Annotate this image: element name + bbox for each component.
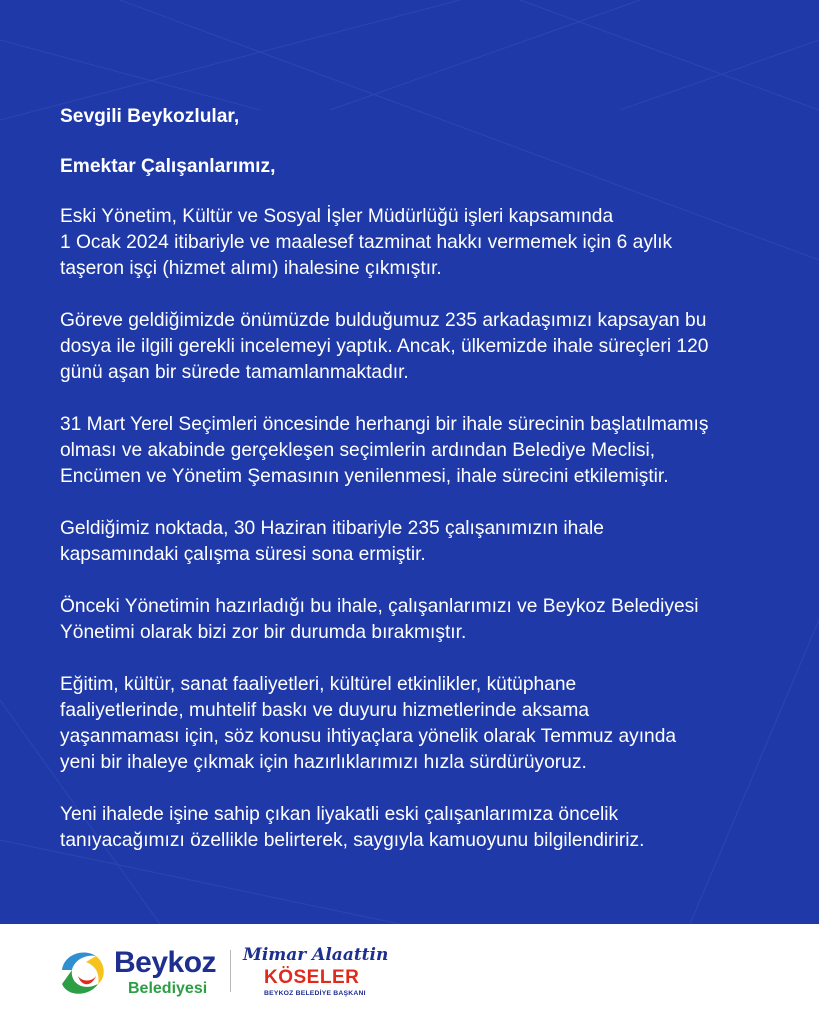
text-line: yeni bir ihaleye çıkmak için hazırlıklarımızı hızla sürdürüyoruz.	[60, 752, 587, 773]
footer-divider	[230, 950, 231, 992]
text-line: günü aşan bir sürede tamamlanmaktadır.	[60, 362, 409, 383]
text-line: Eğitim, kültür, sanat faaliyetleri, kültürel etkinlikler, kütüphane	[60, 674, 577, 695]
paragraph-2	[60, 308, 780, 386]
text-line: Geldiğimiz noktada, 30 Haziran itibariyle 235 çalışanımızın ihale	[60, 518, 604, 539]
mayor-surname: KÖSELER	[264, 967, 360, 988]
logo-subtitle: Belediyesi	[128, 980, 208, 997]
greeting-line-2: Emektar Çalışanlarımız,	[60, 156, 276, 177]
text-line: kapsamındaki çalışma süresi sona ermiştir.	[60, 544, 426, 565]
text-line: dosya ile ilgili gerekli incelemeyi yaptık. Ancak, ülkemizde ihale süreçleri 120	[60, 336, 709, 357]
text-line: Yönetimi olarak bizi zor bir durumda bırakmıştır.	[60, 622, 467, 643]
paragraph-7	[60, 802, 780, 854]
text-line: yaşanmaması için, söz konusu ihtiyaçlara yönelik olarak Temmuz ayında	[60, 726, 677, 747]
beykoz-logo-icon	[56, 946, 110, 1002]
text-line: Encümen ve Yönetim Şemasının yenilenmesi, ihale sürecini etkilemiştir.	[60, 466, 669, 487]
text-line: Göreve geldiğimizde önümüzde bulduğumuz 235 arkadaşımızı kapsayan bu	[60, 310, 707, 331]
text-line: Yeni ihalede işine sahip çıkan liyakatli eski çalışanlarımıza öncelik	[60, 804, 619, 825]
text-line: Eski Yönetim, Kültür ve Sosyal İşler Müdürlüğü işleri kapsamında	[60, 206, 614, 227]
letter-body	[60, 104, 780, 880]
paragraph-6	[60, 672, 780, 776]
mayor-title: BEYKOZ BELEDİYE BAŞKANI	[264, 990, 366, 997]
logo-name: Beykoz	[114, 946, 217, 979]
text-line: 1 Ocak 2024 itibariyle ve maalesef tazminat hakkı vermemek için 6 aylık	[60, 232, 673, 253]
text-line: tanıyacağımızı özellikle belirterek, saygıyla kamuoyunu bilgilendiririz.	[60, 830, 645, 851]
paragraph-1	[60, 204, 780, 282]
paragraph-4	[60, 516, 780, 568]
text-line: taşeron işçi (hizmet alımı) ihalesine çıkmıştır.	[60, 258, 442, 279]
greeting-line-1: Sevgili Beykozlular,	[60, 106, 240, 127]
text-line: Önceki Yönetimin hazırladığı bu ihale, çalışanlarımızı ve Beykoz Belediyesi	[60, 596, 699, 617]
text-line: faaliyetlerinde, muhtelif baskı ve duyuru hizmetlerinde aksama	[60, 700, 589, 721]
mayor-name-signature: Mimar Alaattin	[243, 945, 389, 965]
text-line: 31 Mart Yerel Seçimleri öncesinde herhangi bir ihale sürecinin başlatılmamış	[60, 414, 709, 435]
paragraph-5	[60, 594, 780, 646]
text-line: olması ve akabinde gerçekleşen seçimlerin ardından Belediye Meclisi,	[60, 440, 656, 461]
paragraph-3	[60, 412, 780, 490]
